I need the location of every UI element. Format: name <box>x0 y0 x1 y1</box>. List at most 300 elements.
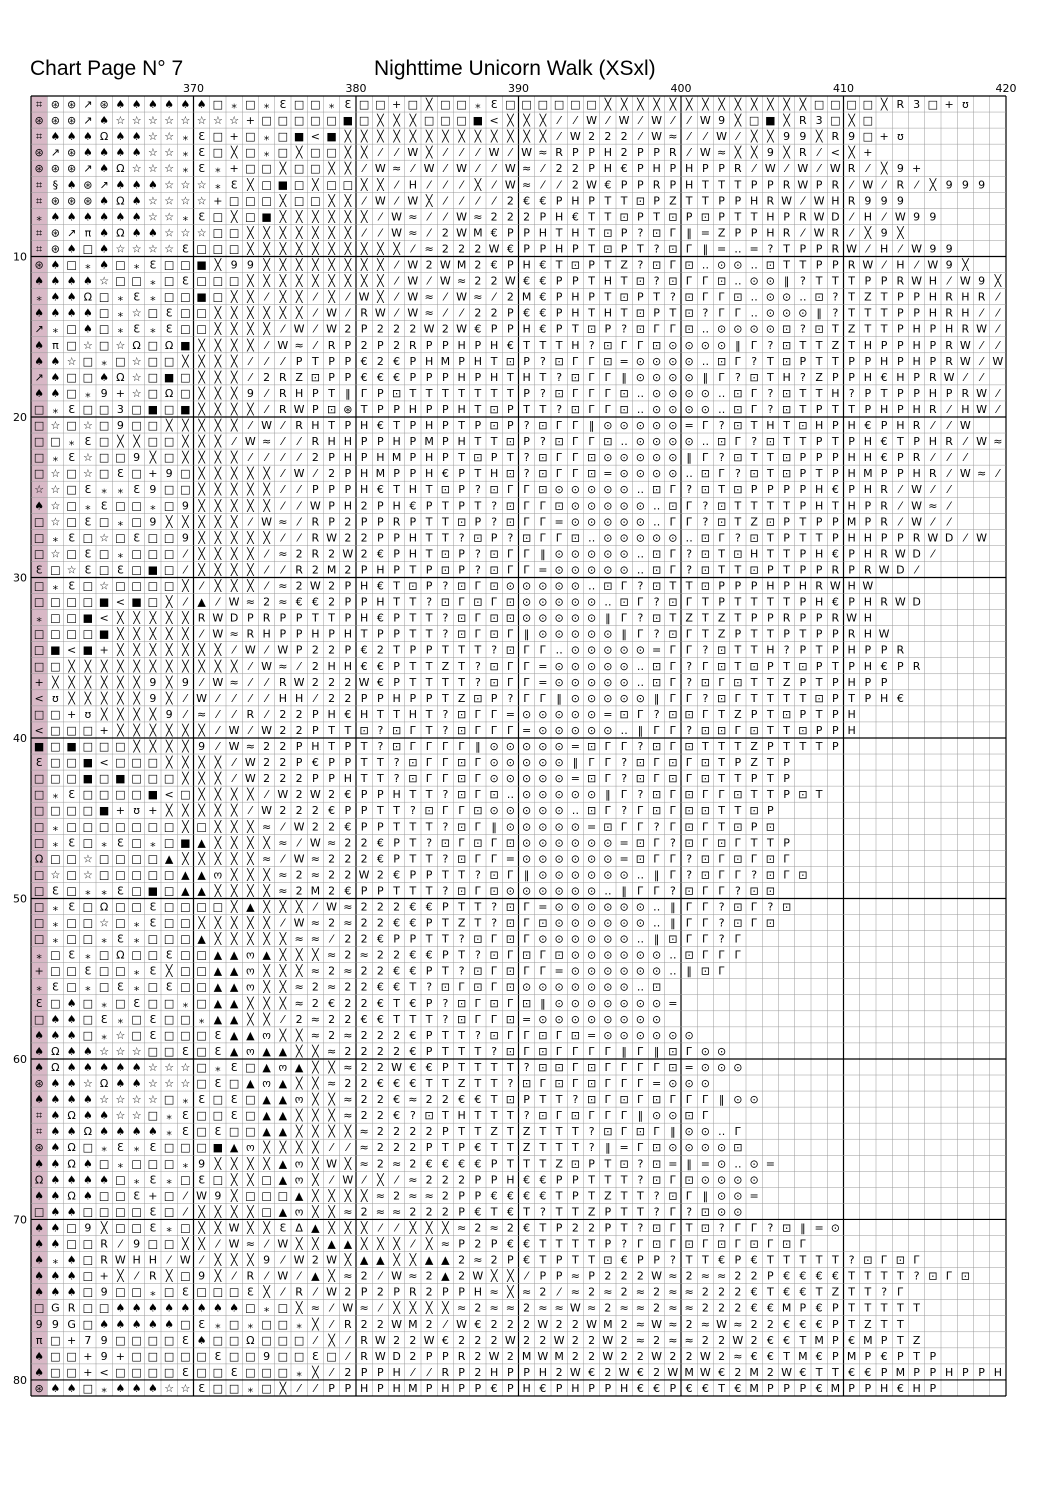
grid-symbol: □ <box>228 274 240 288</box>
grid-symbol: □ <box>293 1349 305 1363</box>
grid-symbol: ♠ <box>66 1381 77 1395</box>
grid-symbol: T <box>490 435 498 449</box>
grid-symbol: W <box>228 1221 240 1235</box>
grid-symbol: ╳ <box>263 1285 270 1299</box>
grid-symbol: 2 <box>360 531 368 545</box>
grid-symbol: 9 <box>100 386 108 400</box>
grid-symbol: ╳ <box>230 1173 238 1187</box>
grid-symbol: ≈ <box>375 1205 385 1219</box>
grid-symbol: T <box>328 740 335 753</box>
grid-symbol: ╳ <box>214 402 222 416</box>
grid-symbol: ≈ <box>359 1125 369 1139</box>
grid-symbol: H <box>473 1285 483 1299</box>
grid-symbol: ? <box>442 611 449 625</box>
grid-symbol: T <box>815 274 823 288</box>
grid-symbol: ‖ <box>605 611 611 625</box>
grid-symbol: ? <box>507 691 514 705</box>
grid-symbol: ╳ <box>263 1221 270 1235</box>
grid-symbol: ⁄ <box>996 322 999 336</box>
grid-symbol: ╳ <box>328 258 335 272</box>
grid-symbol: ო <box>246 948 255 962</box>
grid-symbol: ╳ <box>182 515 189 529</box>
grid-symbol: ■ <box>342 114 354 128</box>
grid-symbol: Г <box>523 691 530 705</box>
grid-symbol: W <box>423 322 435 336</box>
grid-symbol: □ <box>82 1269 94 1283</box>
grid-symbol: □ <box>115 1365 126 1379</box>
grid-symbol: ▲ <box>278 1125 288 1139</box>
grid-symbol: ╳ <box>165 964 173 978</box>
grid-symbol: T <box>685 579 693 593</box>
grid-symbol: 2 <box>376 868 384 882</box>
grid-symbol: ⁄ <box>330 1301 333 1315</box>
grid-symbol: ⁄ <box>980 370 983 384</box>
grid-symbol: ╳ <box>848 114 855 128</box>
grid-symbol: W <box>651 130 663 144</box>
grid-symbol: ▲ <box>229 996 239 1010</box>
grid-symbol: ⊙ <box>554 740 564 753</box>
grid-symbol: □ <box>131 836 142 850</box>
grid-symbol: T <box>750 451 758 465</box>
grid-symbol: ▲ <box>311 1269 320 1283</box>
grid-symbol: ⊡ <box>359 723 369 737</box>
grid-symbol: P <box>734 756 742 770</box>
grid-symbol: ■ <box>180 402 191 416</box>
grid-symbol: T <box>880 1269 888 1283</box>
grid-symbol: □ <box>33 772 45 786</box>
grid-symbol: □ <box>82 402 94 416</box>
grid-symbol: ╳ <box>84 659 92 673</box>
grid-symbol: Ɛ <box>149 1205 157 1219</box>
grid-symbol: P <box>312 483 319 497</box>
grid-symbol: P <box>799 483 807 497</box>
grid-symbol: □ <box>82 1205 94 1219</box>
grid-symbol: ⊡ <box>733 547 743 561</box>
grid-symbol: Г <box>702 900 709 914</box>
grid-symbol: ⊙ <box>700 1173 710 1187</box>
grid-symbol: ☆ <box>147 146 158 160</box>
grid-symbol: ╳ <box>247 932 254 946</box>
grid-symbol: T <box>750 627 758 641</box>
grid-symbol: < <box>34 691 44 705</box>
grid-symbol: ? <box>751 868 758 882</box>
grid-symbol: W <box>878 563 890 577</box>
grid-symbol: ⊙ <box>749 1157 759 1171</box>
grid-symbol: Ɛ <box>84 964 92 978</box>
grid-symbol: ⊡ <box>668 1189 678 1203</box>
grid-symbol: + <box>83 1365 93 1379</box>
row-label: 20 <box>13 410 27 424</box>
grid-symbol: H <box>847 643 856 657</box>
grid-symbol: ⊙ <box>733 258 743 272</box>
grid-symbol: ╳ <box>247 579 254 593</box>
grid-symbol: ╳ <box>198 1221 205 1235</box>
grid-symbol: □ <box>163 1333 175 1347</box>
grid-symbol: W <box>732 1333 744 1347</box>
grid-symbol: ╳ <box>214 483 222 497</box>
grid-symbol: € <box>783 1317 791 1331</box>
grid-symbol: ? <box>637 611 644 625</box>
grid-symbol: ≈ <box>343 916 353 930</box>
grid-symbol: ╳ <box>165 1269 173 1283</box>
grid-symbol: ╳ <box>165 756 173 770</box>
grid-symbol: □ <box>163 1012 175 1026</box>
grid-symbol: ⊙ <box>635 515 645 529</box>
grid-symbol: Ω <box>116 226 125 240</box>
grid-symbol: P <box>815 402 823 416</box>
grid-symbol: ⁎ <box>231 98 237 112</box>
grid-symbol: ⊡ <box>749 659 759 673</box>
grid-symbol: M <box>846 1349 857 1363</box>
grid-symbol: ♠ <box>115 178 126 192</box>
grid-symbol: H <box>327 435 336 449</box>
grid-symbol: □ <box>33 1301 45 1315</box>
grid-symbol: € <box>344 820 352 834</box>
grid-symbol: ╳ <box>783 146 790 160</box>
grid-symbol: T <box>604 194 612 208</box>
grid-symbol: H <box>327 707 336 721</box>
grid-symbol: 9 <box>149 691 157 705</box>
grid-symbol: H <box>863 483 873 497</box>
grid-symbol: P <box>880 338 888 352</box>
grid-symbol: € <box>848 1365 856 1379</box>
grid-symbol: € <box>718 1365 726 1379</box>
grid-symbol: Г <box>702 932 709 946</box>
grid-symbol: W <box>569 130 581 144</box>
grid-symbol: Г <box>653 1125 660 1139</box>
grid-symbol: ⊙ <box>489 772 499 786</box>
grid-symbol: T <box>799 531 807 545</box>
grid-symbol: P <box>507 226 514 240</box>
grid-symbol: ♠ <box>131 146 142 160</box>
grid-symbol: ⊙ <box>554 659 564 673</box>
grid-symbol: W <box>407 290 419 304</box>
grid-symbol: ? <box>637 788 644 802</box>
grid-symbol: R <box>831 178 840 192</box>
grid-symbol: P <box>409 370 417 384</box>
grid-symbol: Г <box>734 948 742 962</box>
grid-symbol: 2 <box>523 1301 531 1315</box>
grid-symbol: P <box>572 1189 579 1203</box>
grid-symbol: H <box>457 338 466 352</box>
grid-symbol: M <box>440 354 451 368</box>
grid-symbol: ‖ <box>653 868 660 882</box>
grid-symbol: ╳ <box>100 659 108 673</box>
grid-symbol: ? <box>767 338 774 352</box>
grid-symbol: ? <box>702 643 709 657</box>
grid-symbol: □ <box>261 1365 272 1379</box>
grid-symbol: P <box>815 563 823 577</box>
grid-symbol: R <box>311 435 320 449</box>
grid-symbol: ⊡ <box>700 483 710 497</box>
grid-symbol: □ <box>33 627 45 641</box>
grid-symbol: ╳ <box>279 948 287 962</box>
grid-symbol: T <box>409 659 417 673</box>
grid-symbol: □ <box>147 948 159 962</box>
grid-symbol: ⊙ <box>570 579 580 593</box>
grid-symbol: + <box>245 114 255 128</box>
grid-symbol: W <box>228 595 240 609</box>
grid-symbol: € <box>376 483 384 497</box>
grid-symbol: ⁄ <box>379 146 382 160</box>
grid-symbol: ╳ <box>214 1269 222 1283</box>
grid-symbol: P <box>458 1237 465 1251</box>
grid-symbol: ⊙ <box>635 451 645 465</box>
grid-symbol: □ <box>82 242 94 256</box>
grid-symbol: ☆ <box>131 306 142 320</box>
grid-symbol: □ <box>310 146 321 160</box>
grid-symbol: T <box>620 1173 628 1187</box>
grid-symbol: H <box>571 226 580 240</box>
grid-symbol: T <box>620 274 628 288</box>
grid-symbol: Г <box>588 756 595 770</box>
grid-symbol: 2 <box>311 643 319 657</box>
grid-symbol: ‥ <box>717 386 726 400</box>
grid-symbol: 2 <box>311 1253 319 1267</box>
grid-symbol: □ <box>147 1044 159 1058</box>
grid-symbol: 2 <box>701 1333 709 1347</box>
grid-symbol: Ɛ <box>198 210 206 224</box>
grid-symbol: □ <box>423 114 435 128</box>
grid-symbol: □ <box>196 1060 207 1074</box>
grid-symbol: 2 <box>425 1173 433 1187</box>
grid-symbol: P <box>880 643 888 657</box>
grid-symbol: € <box>896 691 904 705</box>
grid-symbol: Г <box>750 852 758 866</box>
grid-symbol: □ <box>98 338 110 352</box>
grid-symbol: R <box>847 627 856 641</box>
grid-symbol: ╳ <box>214 916 222 930</box>
grid-symbol: R <box>246 1269 255 1283</box>
grid-symbol: M <box>830 1381 841 1395</box>
grid-symbol: 9 <box>929 210 937 224</box>
grid-symbol: W <box>618 114 630 128</box>
grid-symbol: ⊙ <box>522 804 532 818</box>
grid-symbol: ⊡ <box>717 274 727 288</box>
grid-symbol: Г <box>474 884 482 898</box>
grid-symbol: □ <box>358 114 370 128</box>
grid-symbol: ? <box>426 980 433 994</box>
grid-symbol: 2 <box>344 1285 352 1299</box>
grid-symbol: 9 <box>198 1269 206 1283</box>
grid-symbol: ‥ <box>636 868 645 882</box>
grid-symbol: ‖ <box>718 1093 725 1107</box>
grid-symbol: Г <box>604 804 612 818</box>
grid-symbol: ⊡ <box>652 1157 662 1171</box>
grid-symbol: W <box>261 515 273 529</box>
grid-symbol: T <box>490 386 498 400</box>
grid-symbol: ♠ <box>34 1253 45 1267</box>
grid-symbol: ⁎ <box>101 932 107 946</box>
grid-symbol: □ <box>98 515 110 529</box>
grid-symbol: T <box>815 643 823 657</box>
grid-symbol: ⊡ <box>570 258 580 272</box>
grid-symbol: ≈ <box>408 1269 418 1283</box>
grid-symbol: € <box>880 451 888 465</box>
grid-symbol: ⁄ <box>606 114 609 128</box>
grid-symbol: ? <box>556 402 563 416</box>
grid-symbol: ⊡ <box>668 499 678 513</box>
grid-symbol: 2 <box>604 1269 612 1283</box>
grid-symbol: ╳ <box>198 723 205 737</box>
grid-symbol: H <box>311 419 320 433</box>
grid-symbol: ╳ <box>182 627 189 641</box>
grid-symbol: T <box>555 1141 563 1155</box>
grid-symbol: H <box>912 467 921 481</box>
grid-symbol: □ <box>228 1349 240 1363</box>
grid-symbol: ⊡ <box>587 322 597 336</box>
grid-symbol: Г <box>523 659 530 673</box>
grid-symbol: ╳ <box>198 338 205 352</box>
grid-symbol: ‖ <box>702 1189 709 1203</box>
grid-symbol: ⊡ <box>814 322 824 336</box>
grid-symbol: P <box>734 1253 742 1267</box>
grid-symbol: ო <box>246 964 255 978</box>
grid-symbol: □ <box>147 980 159 994</box>
grid-symbol: ╳ <box>312 1205 319 1219</box>
grid-symbol: Г <box>539 531 547 545</box>
grid-symbol: T <box>555 226 563 240</box>
grid-symbol: ≈ <box>554 1301 564 1315</box>
grid-symbol: P <box>474 1189 482 1203</box>
grid-symbol: R <box>295 563 303 577</box>
grid-symbol: ⊡ <box>603 820 613 834</box>
grid-symbol: ⊙ <box>749 1093 759 1107</box>
grid-symbol: Ω <box>51 1060 60 1074</box>
grid-symbol: T <box>572 1125 579 1139</box>
grid-symbol: ≈ <box>310 1012 320 1026</box>
grid-symbol: € <box>344 884 352 898</box>
grid-symbol: ⊡ <box>603 579 613 593</box>
grid-symbol: P <box>832 643 839 657</box>
grid-symbol: ╳ <box>133 740 140 753</box>
grid-symbol: 2 <box>360 836 368 850</box>
grid-symbol: ⊡ <box>489 1028 499 1042</box>
grid-symbol: 9 <box>896 162 904 176</box>
grid-symbol: ╳ <box>182 740 189 753</box>
grid-symbol: ■ <box>261 210 272 224</box>
grid-symbol: 2 <box>360 1077 368 1091</box>
grid-symbol: ⁄ <box>395 1173 398 1187</box>
grid-symbol: P <box>539 210 547 224</box>
grid-symbol: € <box>636 1381 644 1395</box>
grid-symbol: Ɛ <box>198 162 206 176</box>
grid-symbol: ? <box>767 1221 774 1235</box>
grid-symbol: ↗ <box>50 146 60 160</box>
grid-symbol: □ <box>50 611 61 625</box>
grid-symbol: P <box>750 707 758 721</box>
grid-symbol: + <box>99 1269 109 1283</box>
grid-symbol: P <box>897 467 904 481</box>
grid-symbol: Δ <box>295 1221 303 1235</box>
grid-symbol: T <box>507 1060 514 1074</box>
grid-symbol: H <box>522 1381 531 1395</box>
grid-symbol: ╳ <box>230 402 238 416</box>
grid-symbol: D <box>912 547 921 561</box>
grid-symbol: ⊡ <box>717 643 727 657</box>
grid-symbol: ⊙ <box>603 627 613 641</box>
grid-symbol: P <box>767 804 774 818</box>
grid-symbol: ╳ <box>312 1157 319 1171</box>
grid-symbol: ‥ <box>750 306 758 320</box>
grid-symbol: ⊙ <box>538 756 548 770</box>
grid-symbol: P <box>734 226 742 240</box>
grid-symbol: ╳ <box>263 483 270 497</box>
grid-symbol: Г <box>685 916 693 930</box>
grid-symbol: 2 <box>636 1349 644 1363</box>
grid-symbol: € <box>799 1365 807 1379</box>
grid-symbol: P <box>604 1205 612 1219</box>
grid-symbol: □ <box>163 547 175 561</box>
grid-symbol: € <box>474 1141 482 1155</box>
grid-symbol: Г <box>474 723 482 737</box>
grid-symbol: ╳ <box>133 723 140 737</box>
grid-symbol: Ω <box>83 1125 93 1139</box>
grid-symbol: ? <box>799 322 806 336</box>
grid-symbol: € <box>653 1381 661 1395</box>
grid-symbol: ■ <box>147 402 159 416</box>
grid-symbol: ≈ <box>668 1269 678 1283</box>
grid-symbol: Г <box>718 788 725 802</box>
grid-symbol: 2 <box>555 1317 563 1331</box>
grid-symbol: Г <box>507 627 514 641</box>
grid-symbol: □ <box>521 98 532 112</box>
grid-symbol: T <box>637 242 644 256</box>
grid-symbol: ო <box>262 1028 271 1042</box>
grid-symbol: ╳ <box>279 258 287 272</box>
page-label: Chart Page N° 7 <box>30 57 184 80</box>
grid-symbol: 2 <box>376 964 384 978</box>
grid-symbol: ╳ <box>100 691 108 705</box>
grid-symbol: P <box>880 467 888 481</box>
grid-symbol: ⊙ <box>570 659 580 673</box>
grid-symbol: ⊛ <box>34 1381 44 1395</box>
grid-symbol: □ <box>50 772 61 786</box>
grid-symbol: ⁄ <box>265 707 268 721</box>
grid-symbol: Z <box>717 611 726 625</box>
grid-symbol: ≈ <box>245 1237 255 1251</box>
grid-symbol: □ <box>115 900 126 914</box>
grid-symbol: ╳ <box>198 659 205 673</box>
grid-symbol: P <box>604 1381 612 1395</box>
grid-symbol: □ <box>228 1333 240 1347</box>
grid-symbol: □ <box>163 1205 175 1219</box>
grid-symbol: 2 <box>474 274 482 288</box>
grid-symbol: Г <box>669 804 677 818</box>
grid-symbol: ╳ <box>864 226 872 240</box>
grid-symbol: ⊡ <box>895 1253 905 1267</box>
grid-symbol: ⁄ <box>314 691 317 705</box>
grid-symbol: ♠ <box>66 1012 77 1026</box>
grid-symbol: ⊙ <box>538 740 548 753</box>
grid-symbol: ⁄ <box>249 419 252 433</box>
grid-symbol: ♠ <box>66 1253 77 1267</box>
grid-symbol: T <box>377 756 384 770</box>
grid-symbol: T <box>393 996 400 1010</box>
grid-symbol: 2 <box>458 1269 466 1283</box>
grid-symbol: ? <box>734 370 741 384</box>
grid-symbol: ╳ <box>377 290 384 304</box>
grid-symbol: ⊡ <box>733 290 743 304</box>
grid-symbol: T <box>474 402 482 416</box>
grid-symbol: ⁎ <box>85 948 91 962</box>
grid-symbol: T <box>425 627 433 641</box>
grid-symbol: ♠ <box>131 226 142 240</box>
grid-symbol: □ <box>82 740 94 753</box>
grid-symbol: P <box>864 386 872 400</box>
grid-symbol: ⊛ <box>67 194 77 208</box>
grid-symbol: 2 <box>360 1269 368 1283</box>
